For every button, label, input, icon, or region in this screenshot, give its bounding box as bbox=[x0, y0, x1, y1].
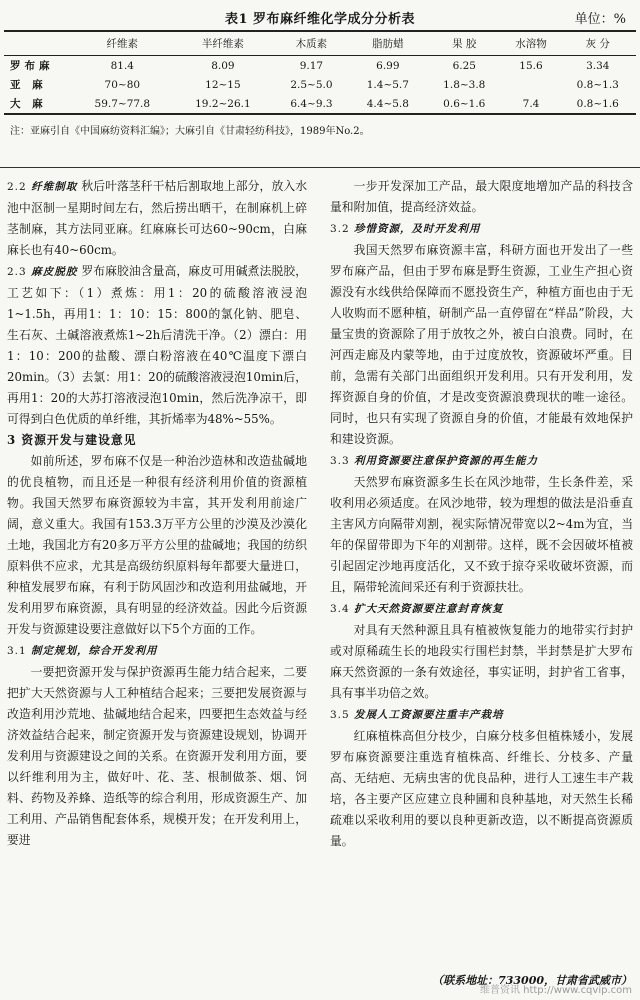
table-row bbox=[4, 75, 636, 94]
subsection-number: 3.1 bbox=[7, 645, 27, 657]
table-title: 表1 罗布麻纤维化学成分分析表 bbox=[224, 12, 416, 27]
row-label: 大 麻 bbox=[4, 94, 72, 114]
table-unit: 单位：% bbox=[574, 12, 626, 27]
table-header-row bbox=[4, 31, 636, 56]
row-label: 罗布麻 bbox=[10, 60, 54, 72]
col-header: 灰 分 bbox=[560, 31, 636, 56]
subsection-number: 3.3 bbox=[330, 455, 350, 467]
subsection-heading bbox=[330, 223, 481, 235]
subsection-title: 麻皮脱胶 bbox=[31, 266, 78, 278]
table-cell: 6.4~9.3 bbox=[273, 94, 349, 114]
subsection-heading bbox=[330, 709, 504, 721]
table-cell: 0.6~1.6 bbox=[426, 94, 502, 114]
row-label: 亚 麻 bbox=[10, 79, 47, 91]
subsection bbox=[330, 450, 633, 472]
table-cell: 3.34 bbox=[586, 59, 610, 72]
table-cell: 6.25 bbox=[452, 59, 476, 72]
subsection bbox=[330, 704, 633, 726]
subsection bbox=[330, 218, 633, 240]
paragraph: 如前所述，罗布麻不仅是一种治沙造林和改造盐碱地的优良植物，而且还是一种很有经济利用价值的资源植物。我国天然罗布麻资源较为丰富，其开发利用前途广阔，意义重大。我国有153.3万平方公里的沙漠及沙漠化土地，我国北方有20多万平方公里的盐碱地；我国的纺织原料供不应求，尤其是高级纺织原料每年都要大量进口，种植发展罗布麻，有利于防风固沙和改造利用盐碱地，开发利用罗布麻资源，具有明显的经济效益。因此今后资源开发与资源建设要注意做好以下5个方面的工作。 bbox=[7, 454, 307, 636]
subsection bbox=[7, 261, 307, 430]
subsection-heading bbox=[330, 603, 504, 615]
table-note: 注：亚麻引自《中国麻纺资料汇编》；大麻引自《甘肃轻纺科技》，1989年No.2。 bbox=[10, 126, 370, 137]
subsection-heading bbox=[7, 181, 77, 193]
table-cell: 15.6 bbox=[519, 59, 543, 72]
subsection-title: 纤维制取 bbox=[31, 181, 78, 193]
table-row bbox=[4, 56, 636, 76]
subsection bbox=[7, 640, 307, 662]
composition-table bbox=[4, 30, 636, 115]
left-column bbox=[7, 176, 307, 851]
right-column bbox=[330, 176, 633, 852]
col-header: 半纤维素 bbox=[173, 31, 274, 56]
paragraph: 对具有天然种源且具有植被恢复能力的地带实行封护或对原稀疏生长的地段实行围栏封禁，半封禁是扩大罗布麻天然资源的一条有效途径，事实证明，封护省工省事，具有事半功倍之效。 bbox=[330, 623, 633, 700]
subsection-title: 利用资源要注意保护资源的再生能力 bbox=[354, 455, 539, 467]
subsection-title: 发展人工资源要注重丰产栽培 bbox=[354, 709, 504, 721]
table-cell: 1.8~3.8 bbox=[443, 78, 486, 91]
subsection-title: 制定规划，综合开发利用 bbox=[31, 645, 158, 657]
table-region bbox=[4, 30, 636, 137]
table-cell: 70~80 bbox=[104, 78, 141, 91]
subsection-heading bbox=[330, 455, 538, 467]
subsection-heading bbox=[7, 266, 77, 278]
col-header: 果 胶 bbox=[426, 31, 502, 56]
table-cell: 0.8~1.3 bbox=[576, 78, 619, 91]
section-heading: 3 资源开发与建设意见 bbox=[7, 433, 137, 447]
subsection-number: 2.3 bbox=[7, 266, 27, 278]
table-cell: 59.7~77.8 bbox=[72, 94, 173, 114]
table-cell: 4.4~5.8 bbox=[350, 94, 426, 114]
table-row bbox=[4, 94, 636, 114]
subsection-number: 2.2 bbox=[7, 181, 27, 193]
watermark: 维普资讯 http://www.cqvip.com bbox=[479, 985, 632, 996]
table-cell: 12~15 bbox=[205, 78, 241, 91]
subsection-title: 珍惜资源，及时开发利用 bbox=[354, 223, 481, 235]
table-cell: 19.2~26.1 bbox=[173, 94, 274, 114]
table-cell: 2.5~5.0 bbox=[290, 78, 333, 91]
subsection-title: 扩大天然资源要注意封育恢复 bbox=[354, 603, 504, 615]
paragraph: 一要把资源开发与保护资源再生能力结合起来，二要把扩大天然资源与人工种植结合起来；三要把发展资源与改造利用沙荒地、盐碱地结合起来，四要把生态效益与经济效益结合起来，制定资源开发与资源建设规划，协调开发利用与资源建设之间的关系。在资源开发利用方面，要以纤维利用为主，做好叶、花、茎、根制做茶、烟、饲料、药物及养蜂、造纸等的综合利用，形成资源生产、加工利用、产品销售配套体系，规模开发；在开发利用上，要进 bbox=[7, 665, 307, 847]
table-cell: 1.4~5.7 bbox=[366, 78, 409, 91]
subsection-text: 罗布麻胶油含量高，麻皮可用碱煮法脱胶，工艺如下：（1）煮炼：用1：20的硫酸溶液浸泡1~1.5h，再用1：1：10：15：800的氯化钠、肥皂、生石灰、土碱溶液煮炼1~2h后清洗干净。（2）漂白：用1：10：200的盐酸、漂白粉溶液在40℃温度下漂白20min。（3）去氯：用1：20的硫酸溶液浸泡10min后，再用1：20的大苏打溶液浸泡10min，然后洗净凉干，即可得到白色优质的单纤维，其折烯率为48%~55%。 bbox=[7, 264, 308, 426]
subsection-number: 3.5 bbox=[330, 709, 350, 721]
subsection-text: 秋后叶落茎秆干枯后割取地上部分，放入水池中沤制一星期时间左右，然后捞出晒干，在制麻机上碎茎制麻，其方法同亚麻。红麻麻长可达60~90cm，白麻麻长也有40~60cm。 bbox=[7, 179, 308, 257]
col-header: 水溶物 bbox=[502, 31, 559, 56]
table-cell: 6.99 bbox=[376, 59, 400, 72]
subsection-number: 3.2 bbox=[330, 223, 350, 235]
paragraph: 红麻植株高但分枝少，白麻分枝多但植株矮小，发展罗布麻资源要注重选育植株高、纤维长、分枝多、产量高、无结疤、无病虫害的优良品种，进行人工速生丰产栽培，各主要产区应建立良种圃和良种基地，对天然生长稀疏难以采收利用的要以良种更新改造，以不断提高资源质量。 bbox=[330, 729, 633, 848]
paragraph: 一步开发深加工产品，最大限度地增加产品的科技含量和附加值，提高经济效益。 bbox=[330, 179, 633, 214]
table-corner bbox=[4, 31, 72, 56]
subsection-heading bbox=[7, 645, 158, 657]
subsection-number: 3.4 bbox=[330, 603, 350, 615]
col-header: 纤维素 bbox=[72, 31, 173, 56]
subsection bbox=[330, 598, 633, 620]
table-header bbox=[0, 8, 640, 28]
table-cell: 9.17 bbox=[299, 59, 324, 72]
table-cell: 7.4 bbox=[502, 94, 559, 114]
paragraph: 天然罗布麻资源多生长在风沙地带，生长条件差，采收利用必须适度。在风沙地带，较为理想的做法是沿垂直主害风方向隔带刈割，视实际情况带宽以2~4m为宜，当年的保留带即为下年的刈割带。这样，既不会因破坏植被引起固定沙地再度活化，又不致于掠夺采收破坏资源，而且，隔带轮流间采还有利于资源扶壮。 bbox=[330, 475, 633, 594]
contact-address: （联系地址：733000，甘肃省武威市） bbox=[432, 974, 632, 987]
table-cell: 81.4 bbox=[110, 59, 134, 72]
section-divider bbox=[0, 167, 640, 168]
paragraph: 我国天然罗布麻资源丰富，科研方面也开发出了一些罗布麻产品，但由于罗布麻是野生资源，工业生产担心资源没有水线供给保障而不愿投资生产，种植方面也由于无人收购而不愿种植，研制产品一直停留在“样品”阶段，大量宝贵的资源除了用于放牧之外，被白白浪费。同时，在河西走廊及内蒙等地，由于过度放牧，资源破坏严重。目前，急需有关部门出面组织开发利用。只有开发利用，发挥资源自身的价值，才是改变资源浪费现状的唯一途径。同时，也只有实现了资源自身的价值，才能最有效地保护和建设资源。 bbox=[330, 243, 633, 446]
col-header: 脂肪蜡 bbox=[350, 31, 426, 56]
table-cell: 0.8~1.6 bbox=[560, 94, 636, 114]
table-cell: 8.09 bbox=[211, 59, 235, 72]
subsection bbox=[7, 176, 307, 261]
col-header: 木质素 bbox=[273, 31, 349, 56]
table-cell bbox=[502, 75, 559, 94]
